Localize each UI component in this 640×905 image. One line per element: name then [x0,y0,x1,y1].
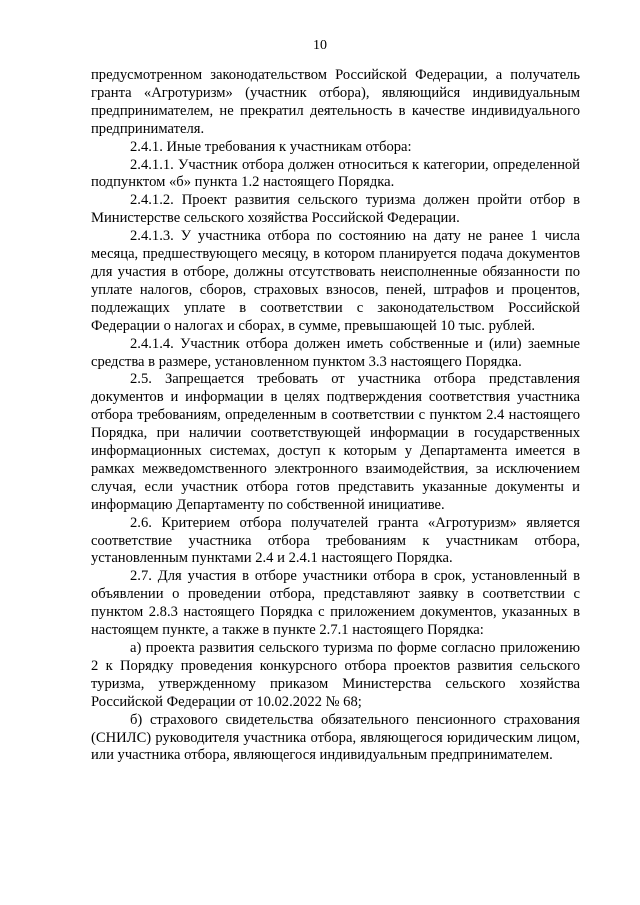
paragraph-2-4-1-1: 2.4.1.1. Участник отбора должен относиться к категории, определенной подпунктом «б» пункта 1.2 настоящего Порядка. [91,156,580,191]
paragraph-2-4-1: 2.4.1. Иные требования к участникам отбора: [130,138,412,155]
paragraph-2-4-1-2: 2.4.1.2. Проект развития сельского туризма должен пройти отбор в Министерстве сельского хозяйства Российской Федерации. [91,192,580,227]
paragraph-2-4-1-3: 2.4.1.3. У участника отбора по состоянию на дату не ранее 1 числа месяца, предшествующего месяцу, в котором планируется подача документов для участия в отборе, должны отсутствовать неисполненные обязанности по уплате налогов, сборов, страховых взносов, пеней, штрафов и процентов, подлежащих уплате в соответствии с законодательством Российской Федерации о налогах и сборах, в сумме, превышающей 10 тыс. рублей. [91,228,580,334]
paragraph-2-7: 2.7. Для участия в отборе участники отбора в срок, установленный в объявлении о проведении отбора, представляют заявку в соответствии с пунктом 2.8.3 настоящего Порядка с приложением документов, указанных в настоящем пункте, а также в пункте 2.7.1 настоящего Порядка: [91,568,580,639]
paragraph-2-6: 2.6. Критерием отбора получателей гранта «Агротуризм» является соответствие участника отбора требованиям к участникам отбора, установленным пунктами 2.4 и 2.4.1 настоящего Порядка. [91,514,580,567]
paragraph-2-5: 2.5. Запрещается требовать от участника отбора представления документов и информации в целях подтверждения соответствия участника отбора требованиям, определенным в соответствии с пунктом 2.4 настоящего Порядка, при наличии соответствующей информации в государственных информационных системах, доступ к которым у Департамента имеется в рамках межведомственного электронного взаимодействия, за исключением случая, если участник отбора готов представить указанные документы и информацию Департаменту по собственной инициативе. [91,371,580,513]
paragraph-2-7-b: б) страхового свидетельства обязательного пенсионного страхования (СНИЛС) руководителя участника отбора, являющегося юридическим лицом, или участника отбора, являющегося индивидуальным предпринимателем. [91,711,580,764]
page-number: 10 [313,38,327,53]
paragraph-2-4-1-4: 2.4.1.4. Участник отбора должен иметь собственные и (или) заемные средства в размере, установленном пунктом 3.3 настоящего Порядка. [91,335,580,370]
paragraph-continuation: предусмотренном законодательством Российской Федерации, а получатель гранта «Агротуризм» (участник отбора), являющийся индивидуальным предпринимателем, не прекратил деятельность в качестве индивидуального предпринимателя. [91,67,580,137]
paragraph-2-7-a: а) проекта развития сельского туризма по форме согласно приложению 2 к Порядку проведения конкурсного отбора проектов развития сельского туризма, утвержденному приказом Министерства сельского хозяйства Российской Федерации от 10.02.2022 № 68; [91,640,580,710]
document-body [91,67,580,765]
